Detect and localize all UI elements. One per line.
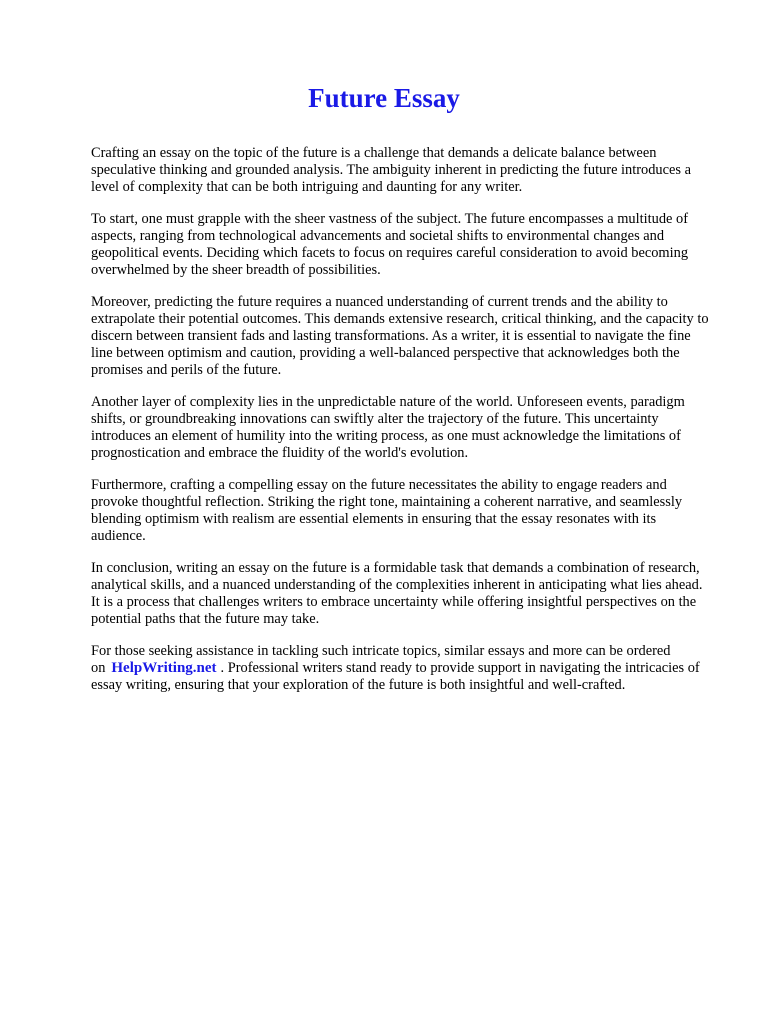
helpwriting-link[interactable]: HelpWriting.net [111,660,217,676]
closing-paragraph [91,643,711,694]
paragraph-4: Another layer of complexity lies in the unpredictable nature of the world. Unforeseen events, paradigm shifts, or groundbreaking innovations can swiftly alter the trajectory of the future. This uncertainty introduces an element of humility into the writing process, as one must acknowledge the limitations of prognostication and embrace the fluidity of the world's evolution. [91,394,685,461]
paragraph-5: Furthermore, crafting a compelling essay on the future necessitates the ability to engage readers and provoke thoughtful reflection. Striking the right tone, maintaining a coherent narrative, and seamlessly blending optimism with realism are essential elements in ensuring that the essay resonates with its audience. [91,477,683,544]
closing-text-after: . Professional writers stand ready to provide support in navigating the intricacies of essay writing, ensuring that your exploration of the future is both insightful and well-crafted. [91,660,700,693]
closing-text-before: For those seeking assistance in tackling such intricate topics, similar essays and more can be ordered on [91,643,671,676]
paragraph-2: To start, one must grapple with the sheer vastness of the subject. The future encompasses a multitude of aspects, ranging from technological advancements and societal shifts to environmental changes and geopolitical events. Deciding which facets to focus on requires careful consideration to avoid becoming overwhelmed by the sheer breadth of possibilities. [91,211,689,278]
paragraph-6: In conclusion, writing an essay on the future is a formidable task that demands a combination of research, analytical skills, and a nuanced understanding of the complexities inherent in anticipating what lies ahead. It is a process that challenges writers to embrace uncertainty while offering insightful perspectives on the potential paths that the future may take. [91,560,703,627]
paragraph-3: Moreover, predicting the future requires a nuanced understanding of current trends and the ability to extrapolate their potential outcomes. This demands extensive research, critical thinking, and the capacity to discern between transient fads and lasting transformations. As a writer, it is essential to navigate the fine line between optimism and caution, providing a well-balanced perspective that acknowledges both the promises and perils of the future. [91,294,709,378]
essay-body [91,145,711,709]
page-title: Future Essay [308,83,460,113]
paragraph-1: Crafting an essay on the topic of the future is a challenge that demands a delicate balance between speculative thinking and grounded analysis. The ambiguity inherent in predicting the future introduces a level of complexity that can be both intriguing and daunting for any writer. [91,145,691,195]
